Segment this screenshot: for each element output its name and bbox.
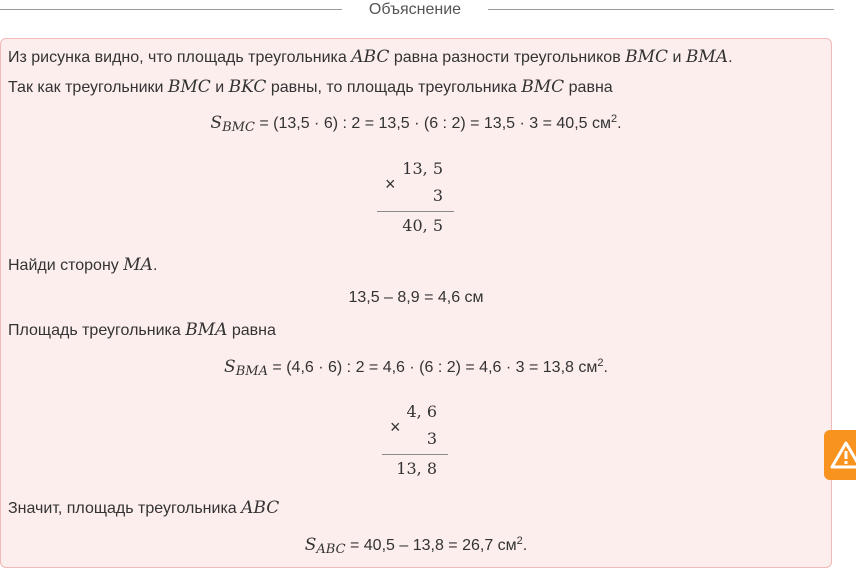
product: 13, 8 <box>396 459 437 478</box>
explanation-box <box>0 38 832 568</box>
header-divider-left <box>0 9 342 10</box>
multiplicand: 13, 5 <box>402 159 443 178</box>
multiplication-line <box>382 454 448 455</box>
paragraph-3: Найди сторону MA. <box>8 255 158 275</box>
formula-area-abc: SABC = 40,5 – 13,8 = 26,7 $см^2$. <box>304 535 528 557</box>
paragraph-4: Площадь треугольника BMA равна <box>8 320 276 340</box>
paragraph-1: Из рисунка видно, что площадь треугольника ABC равна разности треугольников BMC и BMA. <box>8 47 733 67</box>
paragraph-2: Так как треугольники BMC и BKC равны, то площадь треугольника BMC равна <box>8 77 613 97</box>
header-divider-right <box>488 9 834 10</box>
multiplicand: 4, 6 <box>406 402 437 421</box>
report-problem-button[interactable] <box>824 430 856 480</box>
multiplication-sign: × <box>390 417 401 437</box>
paragraph-5: Значит, площадь треугольника ABC <box>8 498 280 518</box>
warning-icon <box>824 430 856 480</box>
formula-area-bmc: SBMC = (13,5 · 6) : 2 = 13,5 · (6 : 2) = 13,5 · 3 = 40,5 $см^2$. <box>210 113 622 135</box>
section-title: Объяснение <box>368 1 462 18</box>
multiplication-line <box>377 211 454 212</box>
multiplier: 3 <box>432 186 443 205</box>
product: 40, 5 <box>402 216 443 235</box>
formula-side-ma: 13,5 – 8,9 = 4,6 см <box>348 289 484 306</box>
formula-area-bma: SBMA = (4,6 · 6) : 2 = 4,6 · (6 : 2) = 4,6 · 3 = 13,8 $см^2$. <box>224 357 608 379</box>
multiplication-sign: × <box>385 174 396 194</box>
multiplier: 3 <box>426 429 437 448</box>
